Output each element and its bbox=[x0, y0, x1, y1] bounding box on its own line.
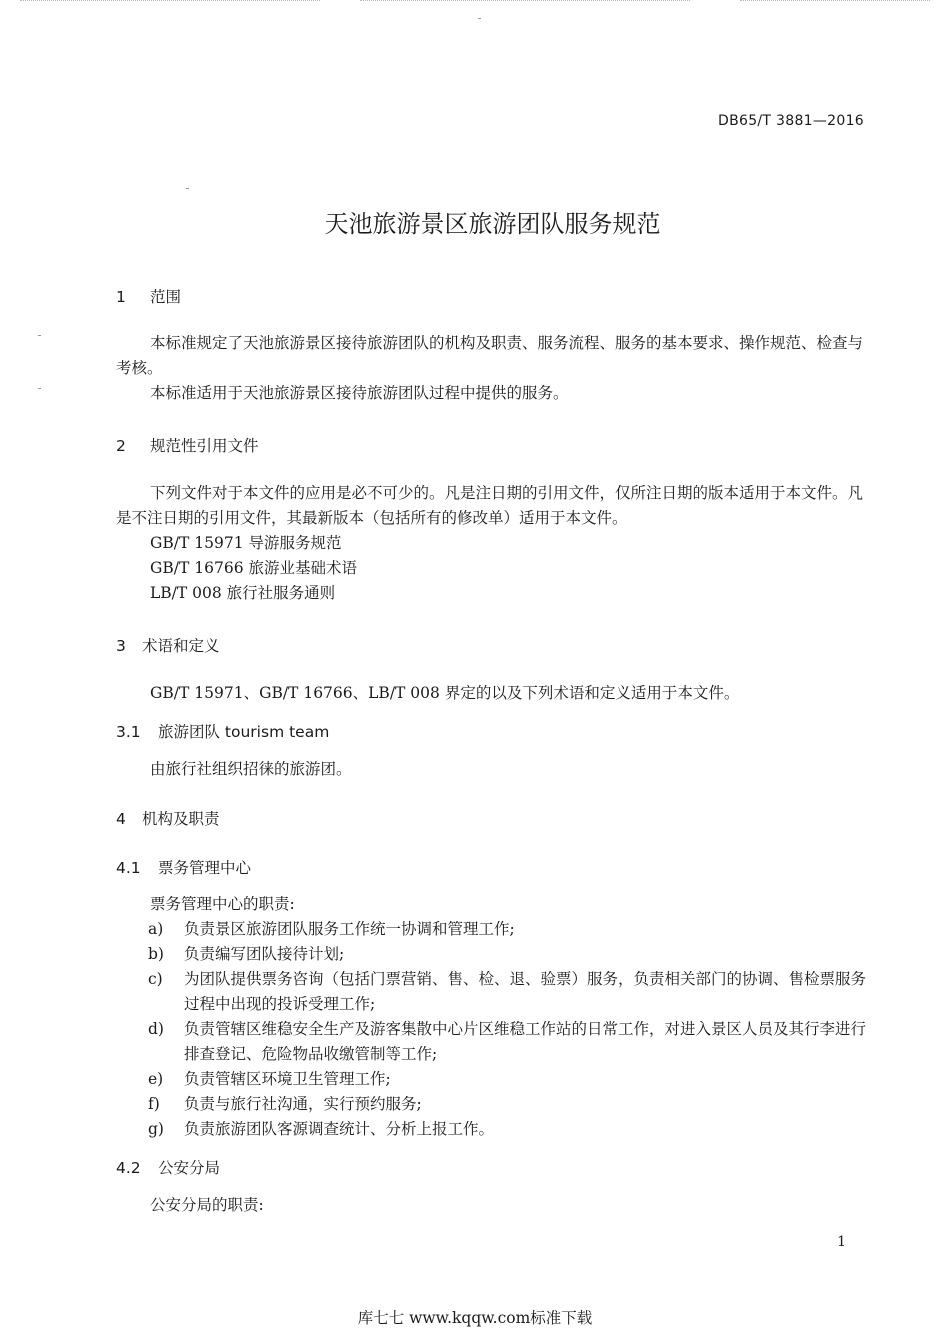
scan-artifact-line bbox=[20, 0, 320, 2]
subsection-title: 票务管理中心 bbox=[158, 859, 252, 877]
list-text: 负责编写团队接待计划; bbox=[184, 945, 345, 963]
document-code: DB65/T 3881—2016 bbox=[718, 113, 864, 129]
list-item bbox=[148, 917, 868, 942]
scan-artifact-speck bbox=[38, 388, 41, 389]
list-marker: a) bbox=[148, 920, 164, 938]
list-item bbox=[148, 1067, 868, 1092]
scan-artifact-speck bbox=[186, 188, 189, 189]
scan-artifact-speck bbox=[38, 335, 41, 336]
subsection-number: 4.1 bbox=[116, 859, 141, 877]
subsection-title: 旅游团队 tourism team bbox=[158, 723, 330, 741]
list-text: 负责管辖区维稳安全生产及游客集散中心片区维稳工作站的日常工作，对进入景区人员及其行李进行排查登记、危险物品收缴管制等工作; bbox=[184, 1020, 867, 1063]
reference-item: LB/T 008 旅行社服务通则 bbox=[150, 584, 336, 602]
scan-artifact-line bbox=[360, 0, 690, 2]
list-marker: d) bbox=[148, 1020, 164, 1038]
subsection-number: 4.2 bbox=[116, 1159, 141, 1177]
section-title: 机构及职责 bbox=[142, 810, 220, 828]
section-4-heading bbox=[116, 807, 220, 829]
reference-item: GB/T 15971 导游服务规范 bbox=[150, 534, 342, 552]
subsection-number: 3.1 bbox=[116, 723, 141, 741]
list-text: 负责管辖区环境卫生管理工作; bbox=[184, 1070, 391, 1088]
list-text: 负责景区旅游团队服务工作统一协调和管理工作; bbox=[184, 920, 515, 938]
paragraph: 本标准规定了天池旅游景区接待旅游团队的机构及职责、服务流程、服务的基本要求、操作规范、检查与考核。 bbox=[116, 334, 864, 377]
list-marker: g) bbox=[148, 1120, 164, 1138]
paragraph: 公安分局的职责: bbox=[150, 1196, 264, 1214]
list-item bbox=[148, 1117, 868, 1142]
list-marker: f) bbox=[148, 1095, 160, 1113]
list-item bbox=[148, 1092, 868, 1117]
subsection-4-1-heading bbox=[116, 856, 251, 878]
section-title: 规范性引用文件 bbox=[150, 437, 259, 455]
section-number: 3 bbox=[116, 637, 126, 655]
subsection-3-1-heading bbox=[116, 720, 329, 742]
list-item bbox=[148, 967, 868, 1017]
subsection-title: 公安分局 bbox=[158, 1159, 221, 1177]
section-title: 术语和定义 bbox=[142, 637, 220, 655]
page-number: 1 bbox=[837, 1234, 846, 1250]
scan-artifact-speck bbox=[478, 18, 481, 19]
list-text: 负责与旅行社沟通，实行预约服务; bbox=[184, 1095, 422, 1113]
scan-artifact-line bbox=[740, 0, 930, 2]
section-3-heading bbox=[116, 634, 220, 656]
list-text: 为团队提供票务咨询（包括门票营销、售、检、退、验票）服务，负责相关部门的协调、售检票服务过程中出现的投诉受理工作; bbox=[184, 970, 867, 1013]
paragraph: 下列文件对于本文件的应用是必不可少的。凡是注日期的引用文件，仅所注日期的版本适用于本文件。凡是不注日期的引用文件，其最新版本（包括所有的修改单）适用于本文件。 bbox=[116, 484, 864, 527]
list-text: 负责旅游团队客源调查统计、分析上报工作。 bbox=[184, 1120, 495, 1138]
page-title: 天池旅游景区旅游团队服务规范 bbox=[324, 210, 661, 238]
list-marker: b) bbox=[148, 945, 164, 963]
footer-watermark: 库七七 www.kqqw.com标准下载 bbox=[357, 1309, 593, 1327]
list-marker: e) bbox=[148, 1070, 164, 1088]
list-item bbox=[148, 1017, 868, 1067]
paragraph: GB/T 15971、GB/T 16766、LB/T 008 界定的以及下列术语和定义适用于本文件。 bbox=[150, 684, 740, 702]
list-marker: c) bbox=[148, 970, 163, 988]
section-title: 范围 bbox=[150, 288, 182, 306]
section-1-heading bbox=[116, 285, 181, 307]
subsection-4-2-heading bbox=[116, 1156, 220, 1178]
reference-item: GB/T 16766 旅游业基础术语 bbox=[150, 559, 357, 577]
section-number: 1 bbox=[116, 288, 126, 306]
section-2-heading bbox=[116, 434, 259, 456]
term-definition: 由旅行社组织招徕的旅游团。 bbox=[150, 760, 352, 778]
paragraph: 票务管理中心的职责: bbox=[150, 895, 295, 913]
paragraph: 本标准适用于天池旅游景区接待旅游团队过程中提供的服务。 bbox=[150, 384, 569, 402]
section-number: 4 bbox=[116, 810, 126, 828]
section-number: 2 bbox=[116, 437, 126, 455]
list-item bbox=[148, 942, 868, 967]
